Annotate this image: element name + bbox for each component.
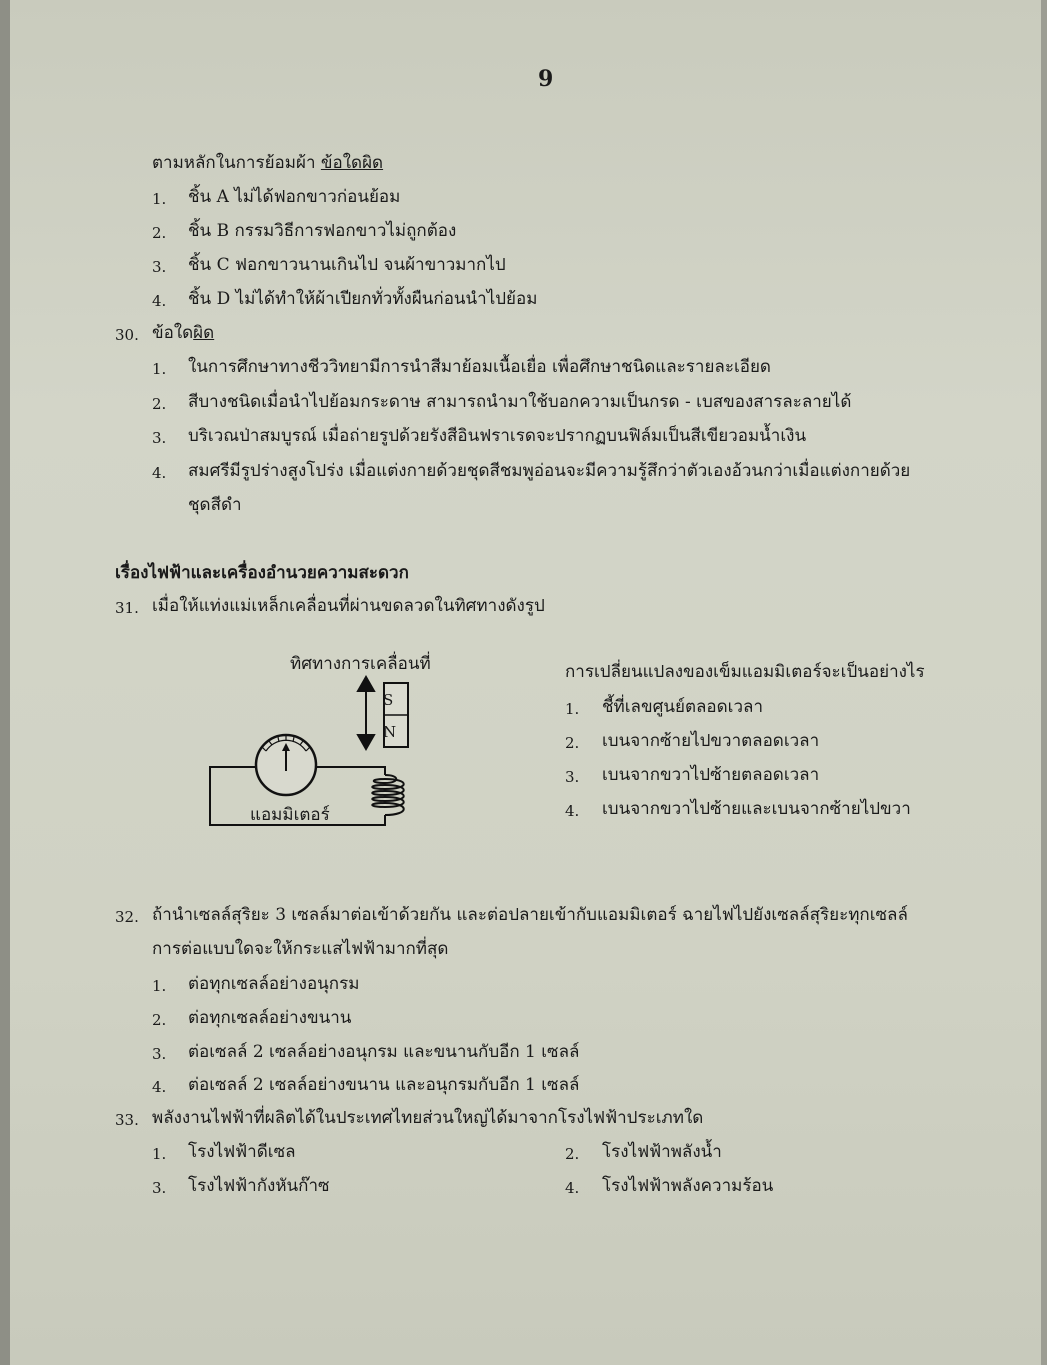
q33-option-3-number: 3. [152,1179,167,1197]
q30-number: 30. [115,326,139,344]
q29-option-3-text: ชิ้น C ฟอกขาวนานเกินไป จนผ้าขาวมากไป [188,255,506,275]
section-title: เรื่องไฟฟ้าและเครื่องอำนวยความสะดวก [115,563,409,583]
q31-number: 31. [115,599,139,617]
q29-option-1-number: 1. [152,190,167,208]
q30-option-4-number: 4. [152,464,167,482]
q29-stem-emph: ข้อใดผิด [320,153,384,173]
q30-option-4-text-cont: ชุดสีดำ [188,495,242,515]
q32-number: 32. [115,908,139,926]
q33-option-1-number: 1. [152,1145,167,1163]
q33-option-1-text: โรงไฟฟ้าดีเซล [188,1142,296,1162]
magnet-s-label: S [383,691,394,709]
q30-option-3-text: บริเวณป่าสมบูรณ์ เมื่อถ่ายรูปด้วยรังสีอินฟราเรดจะปรากฏบนฟิล์มเป็นสีเขียวอมน้ำเงิน [188,426,807,446]
q31-question: การเปลี่ยนแปลงของเข็มแอมมิเตอร์จะเป็นอย่างไร [565,662,925,682]
q32-option-1-number: 1. [152,977,167,995]
q32-option-3-text: ต่อเซลล์ 2 เซลล์อย่างอนุกรม และขนานกับอีก 1 เซลล์ [188,1042,580,1062]
q29-option-4-number: 4. [152,292,167,310]
q31-option-1-number: 1. [565,700,580,718]
magnet-n-label: N [383,723,397,741]
ammeter-label: แอมมิเตอร์ [250,805,330,825]
q30-stem-emph: ผิด [193,323,215,343]
q29-option-2-number: 2. [152,224,167,242]
q33-option-3-text: โรงไฟฟ้ากังหันก๊าซ [188,1176,330,1196]
q30-option-2-text: สีบางชนิดเมื่อนำไปย้อมกระดาษ สามารถนำมาใช้บอกความเป็นกรด - เบสของสารละลายได้ [188,392,852,412]
q33-option-4-text: โรงไฟฟ้าพลังความร้อน [602,1176,774,1196]
page-edge-left [0,0,10,1365]
q30-stem [152,322,214,344]
q33-number: 33. [115,1111,139,1129]
coil [372,775,404,815]
q32-option-1-text: ต่อทุกเซลล์อย่างอนุกรม [188,974,360,994]
q31-option-3-text: เบนจากขวาไปซ้ายตลอดเวลา [602,765,820,785]
q31-option-3-number: 3. [565,768,580,786]
q31-option-4-text: เบนจากขวาไปซ้ายและเบนจากซ้ายไปขวา [602,799,911,819]
direction-arrow-icon [358,677,374,749]
page-edge-right [1041,0,1047,1365]
diagram-direction-label: ทิศทางการเคลื่อนที่ [290,654,431,674]
magnet-coil-diagram [200,675,440,855]
q32-option-4-number: 4. [152,1078,167,1096]
q29-stem [152,152,383,174]
q33-option-2-text: โรงไฟฟ้าพลังน้ำ [602,1142,722,1162]
q29-option-4-text: ชิ้น D ไม่ได้ทำให้ผ้าเปียกทั่วทั้งผืนก่อนนำไปย้อม [188,289,538,309]
q32-stem: ถ้านำเซลล์สุริยะ 3 เซลล์มาต่อเข้าด้วยกัน และต่อปลายเข้ากับแอมมิเตอร์ ฉายไฟไปยังเซลล์สุริยะทุกเซลล์ [152,905,908,925]
q31-option-2-text: เบนจากซ้ายไปขวาตลอดเวลา [602,731,820,751]
q31-option-4-number: 4. [565,802,580,820]
q31-stem: เมื่อให้แท่งแม่เหล็กเคลื่อนที่ผ่านขดลวดในทิศทางดังรูป [152,596,545,616]
q31-option-1-text: ชี้ที่เลขศูนย์ตลอดเวลา [602,697,763,717]
q29-option-1-text: ชิ้น A ไม่ได้ฟอกขาวก่อนย้อม [188,187,401,207]
q29-option-2-text: ชิ้น B กรรมวิธีการฟอกขาวไม่ถูกต้อง [188,221,457,241]
q32-option-4-text: ต่อเซลล์ 2 เซลล์อย่างขนาน และอนุกรมกับอีก 1 เซลล์ [188,1075,580,1095]
q33-stem: พลังงานไฟฟ้าที่ผลิตได้ในประเทศไทยส่วนใหญ่ได้มาจากโรงไฟฟ้าประเภทใด [152,1108,704,1128]
q30-option-1-text: ในการศึกษาทางชีววิทยามีการนำสีมาย้อมเนื้อเยื่อ เพื่อศึกษาชนิดและรายละเอียด [188,357,771,377]
q30-option-2-number: 2. [152,395,167,413]
q30-option-4-text: สมศรีมีรูปร่างสูงโปร่ง เมื่อแต่งกายด้วยชุดสีชมพูอ่อนจะมีความรู้สึกว่าตัวเองอ้วนกว่าเมื่อแต่งกายด้วย [188,461,911,481]
q29-stem-prefix: ตามหลักในการย้อมผ้า [152,153,321,173]
q32-option-2-text: ต่อทุกเซลล์อย่างขนาน [188,1008,352,1028]
q32-option-2-number: 2. [152,1011,167,1029]
q30-option-1-number: 1. [152,360,167,378]
q33-option-2-number: 2. [565,1145,580,1163]
q33-option-4-number: 4. [565,1179,580,1197]
q29-option-3-number: 3. [152,258,167,276]
ammeter-icon [256,735,316,795]
q30-stem-prefix: ข้อใด [152,323,194,343]
q30-option-3-number: 3. [152,429,167,447]
q32-option-3-number: 3. [152,1045,167,1063]
q32-stem-cont: การต่อแบบใดจะให้กระแสไฟฟ้ามากที่สุด [152,939,449,959]
page-number: 9 [538,66,554,92]
q31-option-2-number: 2. [565,734,580,752]
